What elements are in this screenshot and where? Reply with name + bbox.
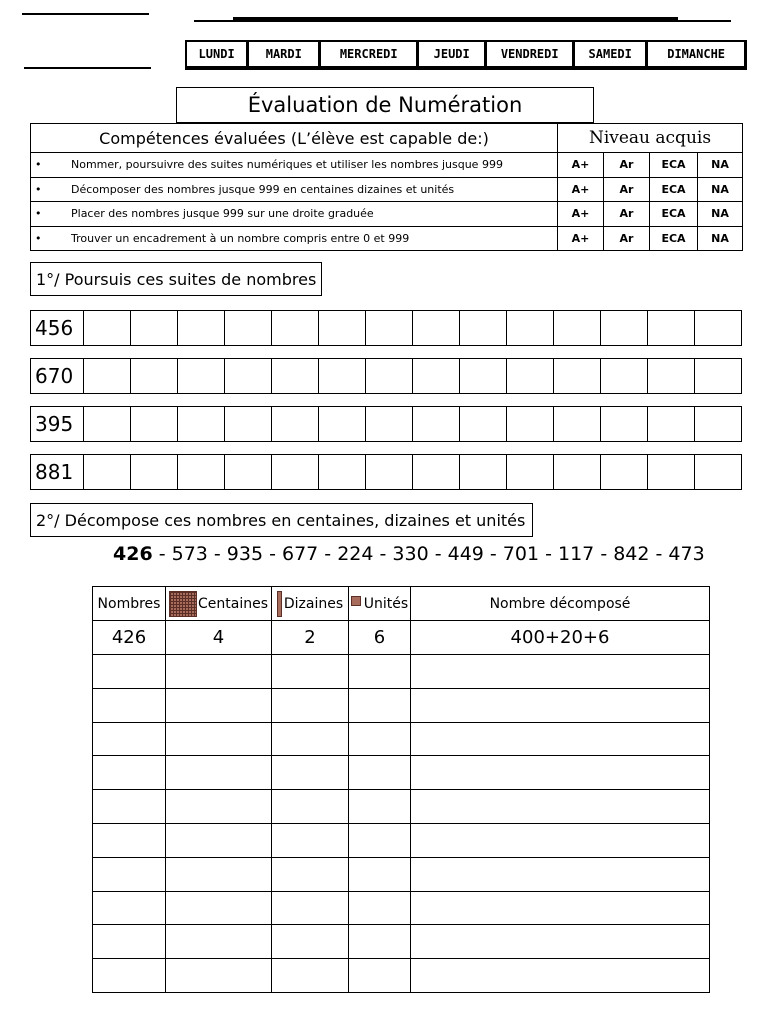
answer-cell[interactable] xyxy=(272,311,319,345)
level-aplus[interactable]: A+ xyxy=(558,177,604,202)
table-row xyxy=(93,688,710,722)
answer-cell[interactable] xyxy=(460,359,507,393)
answer-cell[interactable] xyxy=(166,925,272,959)
answer-cell[interactable] xyxy=(411,688,710,722)
answer-cell[interactable] xyxy=(166,655,272,689)
answer-cell[interactable] xyxy=(272,959,349,993)
answer-cell[interactable] xyxy=(225,455,272,489)
answer-cell[interactable] xyxy=(460,407,507,441)
col-unites: Unités xyxy=(349,587,411,621)
answer-cell[interactable] xyxy=(166,722,272,756)
answer-cell[interactable] xyxy=(601,359,648,393)
answer-cell[interactable] xyxy=(413,455,460,489)
answer-cell[interactable] xyxy=(319,455,366,489)
example-unites: 6 xyxy=(349,621,411,655)
answer-cell[interactable] xyxy=(601,407,648,441)
answer-cell[interactable] xyxy=(272,359,319,393)
answer-cell[interactable] xyxy=(178,311,225,345)
answer-cell[interactable] xyxy=(272,823,349,857)
level-na[interactable]: NA xyxy=(698,177,743,202)
answer-cell[interactable] xyxy=(93,891,166,925)
day-vendredi[interactable]: VENDREDI xyxy=(487,42,575,66)
table-row xyxy=(93,857,710,891)
answer-cell[interactable] xyxy=(366,359,413,393)
example-centaines: 4 xyxy=(166,621,272,655)
answer-cell[interactable] xyxy=(319,407,366,441)
level-eca[interactable]: ECA xyxy=(650,153,698,178)
day-mardi[interactable]: MARDI xyxy=(249,42,321,66)
answer-cell[interactable] xyxy=(554,311,601,345)
section2-title: 2°/ Décompose ces nombres en centaines, dizaines et unités xyxy=(30,503,533,537)
answer-cell[interactable] xyxy=(460,311,507,345)
answer-cell[interactable] xyxy=(349,688,411,722)
level-na[interactable]: NA xyxy=(698,202,743,227)
level-ar[interactable]: Ar xyxy=(604,202,650,227)
answer-cell[interactable] xyxy=(349,790,411,824)
competence-text: Décomposer des nombres jusque 999 en centaines dizaines et unités xyxy=(71,182,455,196)
answer-cell[interactable] xyxy=(411,756,710,790)
answer-cell[interactable] xyxy=(366,455,413,489)
col-dizaines: Dizaines xyxy=(272,587,349,621)
answer-cell[interactable] xyxy=(84,407,131,441)
days-of-week xyxy=(185,40,747,70)
day-lundi[interactable]: LUNDI xyxy=(187,42,249,66)
table-row xyxy=(93,790,710,824)
level-eca[interactable]: ECA xyxy=(650,177,698,202)
answer-cell[interactable] xyxy=(225,311,272,345)
bullet: • xyxy=(35,231,42,245)
competences-table xyxy=(30,123,743,251)
competence-row xyxy=(31,153,743,178)
answer-cell[interactable] xyxy=(131,455,178,489)
level-na[interactable]: NA xyxy=(698,153,743,178)
answer-cell[interactable] xyxy=(93,823,166,857)
level-ar[interactable]: Ar xyxy=(604,177,650,202)
answer-cell[interactable] xyxy=(166,959,272,993)
answer-cell[interactable] xyxy=(601,455,648,489)
answer-cell[interactable] xyxy=(413,407,460,441)
answer-cell[interactable] xyxy=(507,359,554,393)
level-aplus[interactable]: A+ xyxy=(558,226,604,251)
table-row xyxy=(93,925,710,959)
answer-cell[interactable] xyxy=(93,925,166,959)
day-jeudi[interactable]: JEUDI xyxy=(419,42,487,66)
answer-cell[interactable] xyxy=(178,455,225,489)
answer-cell[interactable] xyxy=(554,359,601,393)
answer-cell[interactable] xyxy=(272,688,349,722)
date-line[interactable] xyxy=(24,67,151,69)
answer-cell[interactable] xyxy=(166,891,272,925)
answer-cell[interactable] xyxy=(507,407,554,441)
suite-start: 456 xyxy=(31,311,84,345)
answer-cell[interactable] xyxy=(366,311,413,345)
day-dimanche[interactable]: DIMANCHE xyxy=(667,47,726,61)
niveau-header: Niveau acquis xyxy=(558,124,743,153)
table-row xyxy=(93,722,710,756)
answer-cell[interactable] xyxy=(272,655,349,689)
answer-cell[interactable] xyxy=(349,925,411,959)
answer-cell[interactable] xyxy=(349,959,411,993)
answer-cell[interactable] xyxy=(93,756,166,790)
answer-cell[interactable] xyxy=(93,722,166,756)
answer-cell[interactable] xyxy=(413,311,460,345)
answer-cell[interactable] xyxy=(411,959,710,993)
example-decompose: 400+20+6 xyxy=(411,621,710,655)
suite-start: 670 xyxy=(31,359,84,393)
answer-cell[interactable] xyxy=(411,925,710,959)
answer-cell[interactable] xyxy=(695,455,741,489)
answer-cell[interactable] xyxy=(84,455,131,489)
unites-cube-icon xyxy=(351,596,361,606)
level-ar[interactable]: Ar xyxy=(604,226,650,251)
suite-start: 881 xyxy=(31,455,84,489)
answer-cell[interactable] xyxy=(272,455,319,489)
answer-cell[interactable] xyxy=(411,722,710,756)
dizaines-rod-icon xyxy=(277,591,282,617)
suite-start: 395 xyxy=(31,407,84,441)
answer-cell[interactable] xyxy=(648,455,695,489)
answer-cell[interactable] xyxy=(84,359,131,393)
answer-cell[interactable] xyxy=(507,311,554,345)
answer-cell[interactable] xyxy=(349,756,411,790)
suite-row xyxy=(30,310,742,346)
col-decompose: Nombre décomposé xyxy=(411,587,710,621)
answer-cell[interactable] xyxy=(272,857,349,891)
answer-cell[interactable] xyxy=(225,407,272,441)
day-samedi[interactable]: SAMEDI xyxy=(575,42,648,66)
answer-cell[interactable] xyxy=(349,823,411,857)
answer-cell[interactable] xyxy=(460,455,507,489)
answer-cell[interactable] xyxy=(695,407,741,441)
answer-cell[interactable] xyxy=(166,688,272,722)
header-line-top xyxy=(194,20,731,22)
answer-cell[interactable] xyxy=(93,790,166,824)
answer-cell[interactable] xyxy=(166,823,272,857)
answer-cell[interactable] xyxy=(366,407,413,441)
answer-cell[interactable] xyxy=(166,756,272,790)
answer-cell[interactable] xyxy=(166,790,272,824)
answer-cell[interactable] xyxy=(131,407,178,441)
answer-cell[interactable] xyxy=(93,688,166,722)
example-dizaines: 2 xyxy=(272,621,349,655)
answer-cell[interactable] xyxy=(349,857,411,891)
answer-cell[interactable] xyxy=(411,891,710,925)
answer-cell[interactable] xyxy=(272,790,349,824)
answer-cell[interactable] xyxy=(178,359,225,393)
competence-row xyxy=(31,177,743,202)
answer-cell[interactable] xyxy=(413,359,460,393)
bullet: • xyxy=(35,158,42,172)
answer-cell[interactable] xyxy=(554,407,601,441)
first-number: 426 xyxy=(113,543,153,565)
answer-cell[interactable] xyxy=(507,455,554,489)
bullet: • xyxy=(35,207,42,221)
col-nombres: Nombres xyxy=(93,587,166,621)
level-aplus[interactable]: A+ xyxy=(558,202,604,227)
other-numbers: - 573 - 935 - 677 - 224 - 330 - 449 - 701 - 117 - 842 - 473 xyxy=(152,543,705,565)
answer-cell[interactable] xyxy=(349,891,411,925)
day-mercredi[interactable]: MERCREDI xyxy=(321,42,419,66)
level-eca[interactable]: ECA xyxy=(650,202,698,227)
competence-text: Nommer, poursuivre des suites numériques et utiliser les nombres jusque 999 xyxy=(71,158,503,172)
answer-cell[interactable] xyxy=(411,823,710,857)
answer-cell[interactable] xyxy=(93,959,166,993)
answer-cell[interactable] xyxy=(349,722,411,756)
centaines-block-icon xyxy=(169,591,197,617)
name-line[interactable] xyxy=(22,13,149,15)
answer-cell[interactable] xyxy=(349,655,411,689)
section1-title: 1°/ Poursuis ces suites de nombres xyxy=(30,262,322,296)
page-title: Évaluation de Numération xyxy=(176,87,594,123)
answer-cell[interactable] xyxy=(93,857,166,891)
suite-row xyxy=(30,406,742,442)
competence-text: Placer des nombres jusque 999 sur une droite graduée xyxy=(71,207,374,221)
suite-row xyxy=(30,358,742,394)
answer-cell[interactable] xyxy=(648,359,695,393)
table-row xyxy=(93,891,710,925)
answer-cell[interactable] xyxy=(272,722,349,756)
level-ar[interactable]: Ar xyxy=(604,153,650,178)
answer-cell[interactable] xyxy=(178,407,225,441)
answer-cell[interactable] xyxy=(648,311,695,345)
answer-cell[interactable] xyxy=(554,455,601,489)
competences-header: Compétences évaluées (L’élève est capable de:) xyxy=(31,124,558,153)
competence-row xyxy=(31,226,743,251)
answer-cell[interactable] xyxy=(695,359,741,393)
answer-cell[interactable] xyxy=(411,790,710,824)
answer-cell[interactable] xyxy=(84,311,131,345)
bullet: • xyxy=(35,182,42,196)
answer-cell[interactable] xyxy=(272,756,349,790)
answer-cell[interactable] xyxy=(319,359,366,393)
level-aplus[interactable]: A+ xyxy=(558,153,604,178)
answer-cell[interactable] xyxy=(131,311,178,345)
table-row xyxy=(93,959,710,993)
example-row xyxy=(93,621,710,655)
table-row xyxy=(93,823,710,857)
competence-row xyxy=(31,202,743,227)
answer-cell[interactable] xyxy=(93,655,166,689)
level-eca[interactable]: ECA xyxy=(650,226,698,251)
example-nombre: 426 xyxy=(93,621,166,655)
answer-cell[interactable] xyxy=(272,407,319,441)
answer-cell[interactable] xyxy=(272,925,349,959)
header-line-top-bold xyxy=(233,17,678,20)
table-row xyxy=(93,655,710,689)
col-centaines: Centaines xyxy=(166,587,272,621)
answer-cell[interactable] xyxy=(225,359,272,393)
answer-cell[interactable] xyxy=(272,891,349,925)
answer-cell[interactable] xyxy=(166,857,272,891)
suite-row xyxy=(30,454,742,490)
table-header xyxy=(93,587,710,621)
level-na[interactable]: NA xyxy=(698,226,743,251)
answer-cell[interactable] xyxy=(695,311,741,345)
answer-cell[interactable] xyxy=(648,407,695,441)
table-row xyxy=(93,756,710,790)
answer-cell[interactable] xyxy=(411,857,710,891)
answer-cell[interactable] xyxy=(601,311,648,345)
competence-text: Trouver un encadrement à un nombre compris entre 0 et 999 xyxy=(71,231,410,245)
numbers-list xyxy=(113,543,705,565)
decomposition-table xyxy=(92,586,710,993)
answer-cell[interactable] xyxy=(411,655,710,689)
answer-cell[interactable] xyxy=(319,311,366,345)
answer-cell[interactable] xyxy=(131,359,178,393)
